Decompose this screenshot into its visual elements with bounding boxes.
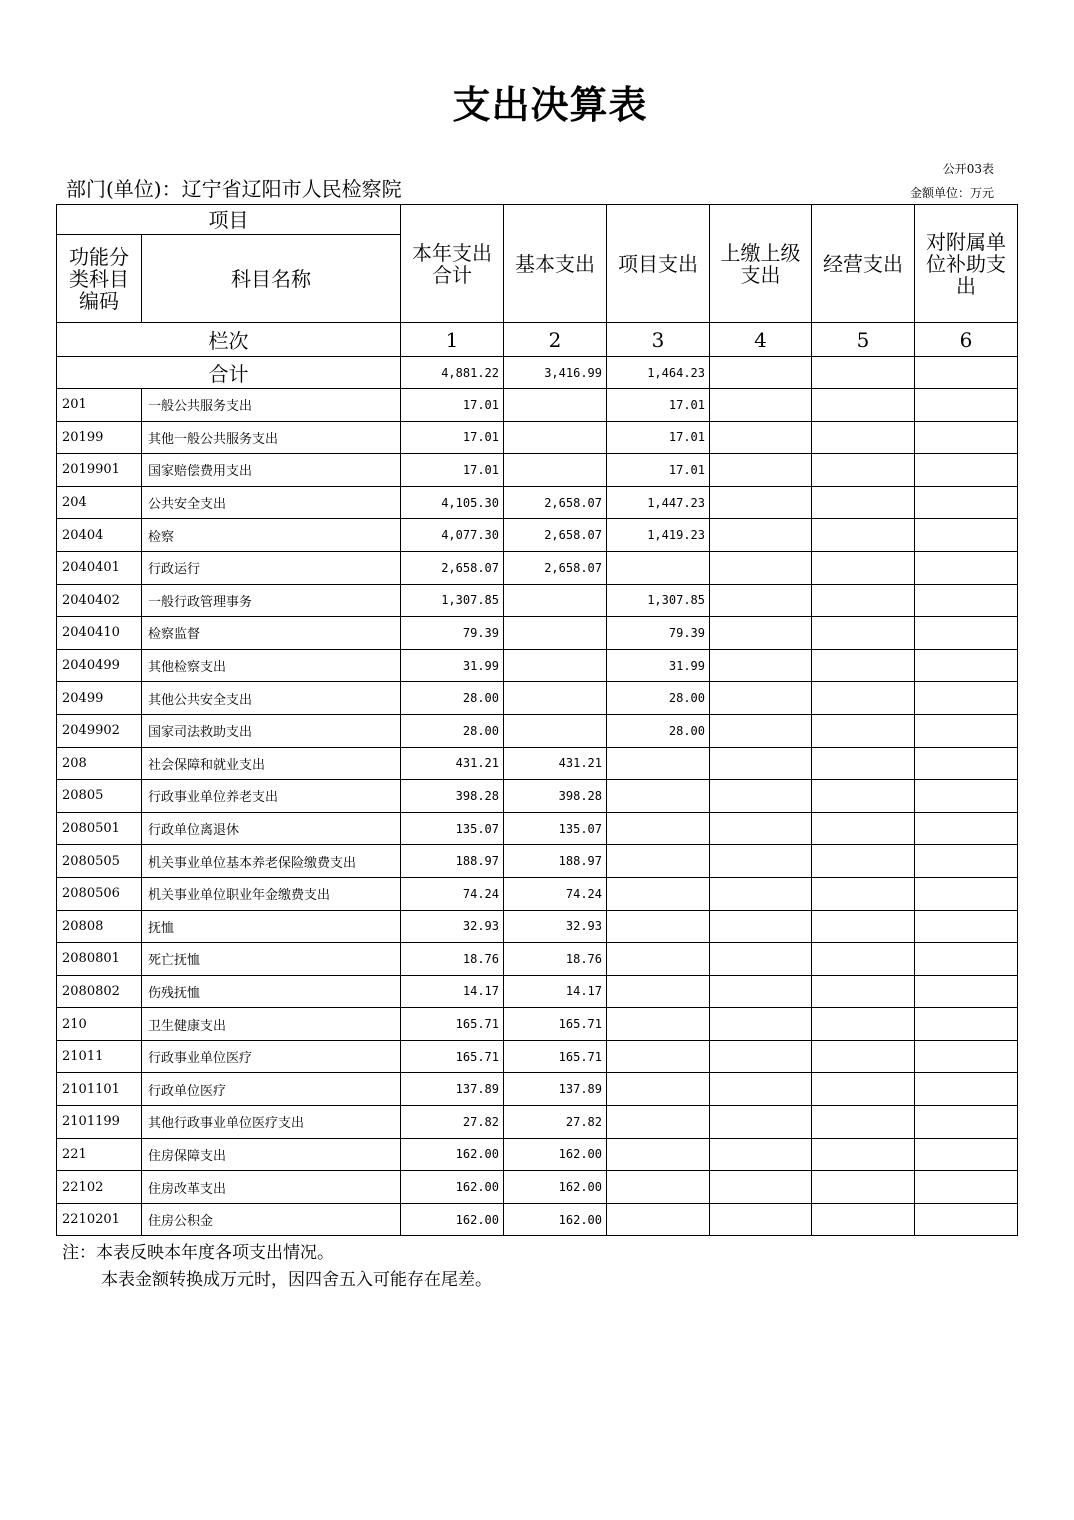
department-label: 部门(单位)：辽宁省辽阳市人民检察院 xyxy=(66,177,402,201)
operating-expenditure-cell xyxy=(812,551,915,584)
total-cell: 3,416.99 xyxy=(504,357,607,389)
subject-code-cell: 210 xyxy=(57,1008,142,1041)
basic-expenditure-cell xyxy=(504,714,607,747)
total-expenditure-cell: 137.89 xyxy=(401,1073,504,1106)
remit-superior-cell xyxy=(710,389,812,422)
header-item: 项目 xyxy=(57,205,401,235)
subject-name-cell: 住房公积金 xyxy=(142,1203,401,1236)
total-expenditure-cell: 14.17 xyxy=(401,975,504,1008)
operating-expenditure-cell xyxy=(812,910,915,943)
subject-code-cell: 221 xyxy=(57,1138,142,1171)
operating-expenditure-cell xyxy=(812,617,915,650)
operating-expenditure-cell xyxy=(812,1171,915,1204)
operating-expenditure-cell xyxy=(812,1138,915,1171)
project-expenditure-cell xyxy=(607,780,710,813)
subsidy-cell xyxy=(915,682,1018,715)
total-label: 合计 xyxy=(57,357,401,389)
header-subject-name: 科目名称 xyxy=(142,235,401,323)
subject-code-cell: 2080505 xyxy=(57,845,142,878)
table-row xyxy=(57,910,1018,943)
basic-expenditure-cell: 2,658.07 xyxy=(504,486,607,519)
total-expenditure-cell: 162.00 xyxy=(401,1203,504,1236)
operating-expenditure-cell xyxy=(812,845,915,878)
operating-expenditure-cell xyxy=(812,975,915,1008)
table-row xyxy=(57,780,1018,813)
project-expenditure-cell xyxy=(607,812,710,845)
header-func-code: 功能分类科目编码 xyxy=(57,235,142,323)
project-expenditure-cell xyxy=(607,1073,710,1106)
table-row xyxy=(57,747,1018,780)
remit-superior-cell xyxy=(710,1203,812,1236)
project-expenditure-cell xyxy=(607,1106,710,1139)
total-cell xyxy=(812,357,915,389)
subject-code-cell: 2101199 xyxy=(57,1106,142,1139)
subject-name-cell: 其他一般公共服务支出 xyxy=(142,421,401,454)
table-row xyxy=(57,1171,1018,1204)
basic-expenditure-cell xyxy=(504,454,607,487)
subject-code-cell: 2080802 xyxy=(57,975,142,1008)
project-expenditure-cell: 1,307.85 xyxy=(607,584,710,617)
subject-name-cell: 其他行政事业单位医疗支出 xyxy=(142,1106,401,1139)
operating-expenditure-cell xyxy=(812,682,915,715)
total-cell: 1,464.23 xyxy=(607,357,710,389)
table-row xyxy=(57,877,1018,910)
subject-name-cell: 死亡抚恤 xyxy=(142,943,401,976)
subject-name-cell: 伤残抚恤 xyxy=(142,975,401,1008)
basic-expenditure-cell: 2,658.07 xyxy=(504,519,607,552)
subject-name-cell: 其他检察支出 xyxy=(142,649,401,682)
column-number: 5 xyxy=(812,323,915,357)
basic-expenditure-cell xyxy=(504,389,607,422)
operating-expenditure-cell xyxy=(812,812,915,845)
subject-name-cell: 其他公共安全支出 xyxy=(142,682,401,715)
project-expenditure-cell: 79.39 xyxy=(607,617,710,650)
total-expenditure-cell: 2,658.07 xyxy=(401,551,504,584)
table-row xyxy=(57,454,1018,487)
remit-superior-cell xyxy=(710,910,812,943)
header-remit-superior: 上缴上级支出 xyxy=(710,205,812,323)
header-subsidy-subsidiary: 对附属单位补助支出 xyxy=(915,205,1018,323)
subsidy-cell xyxy=(915,421,1018,454)
remit-superior-cell xyxy=(710,1171,812,1204)
basic-expenditure-cell: 137.89 xyxy=(504,1073,607,1106)
subject-name-cell: 机关事业单位基本养老保险缴费支出 xyxy=(142,845,401,878)
subject-code-cell: 22102 xyxy=(57,1171,142,1204)
subject-name-cell: 行政事业单位医疗 xyxy=(142,1040,401,1073)
column-number: 4 xyxy=(710,323,812,357)
basic-expenditure-cell: 162.00 xyxy=(504,1138,607,1171)
project-expenditure-cell xyxy=(607,1171,710,1204)
total-expenditure-cell: 79.39 xyxy=(401,617,504,650)
total-expenditure-cell: 431.21 xyxy=(401,747,504,780)
subsidy-cell xyxy=(915,551,1018,584)
operating-expenditure-cell xyxy=(812,714,915,747)
table-row xyxy=(57,519,1018,552)
table-row xyxy=(57,486,1018,519)
project-expenditure-cell xyxy=(607,551,710,584)
project-expenditure-cell xyxy=(607,975,710,1008)
expenditure-table xyxy=(56,204,1018,1236)
subsidy-cell xyxy=(915,454,1018,487)
remit-superior-cell xyxy=(710,747,812,780)
remit-superior-cell xyxy=(710,1073,812,1106)
subsidy-cell xyxy=(915,877,1018,910)
subject-code-cell: 20805 xyxy=(57,780,142,813)
subject-code-cell: 2080801 xyxy=(57,943,142,976)
basic-expenditure-cell: 431.21 xyxy=(504,747,607,780)
basic-expenditure-cell: 398.28 xyxy=(504,780,607,813)
basic-expenditure-cell: 162.00 xyxy=(504,1171,607,1204)
header-operating-expenditure: 经营支出 xyxy=(812,205,915,323)
total-expenditure-cell: 17.01 xyxy=(401,454,504,487)
table-row xyxy=(57,421,1018,454)
subsidy-cell xyxy=(915,584,1018,617)
operating-expenditure-cell xyxy=(812,1073,915,1106)
project-expenditure-cell: 17.01 xyxy=(607,454,710,487)
subsidy-cell xyxy=(915,1171,1018,1204)
amount-unit: 金额单位：万元 xyxy=(909,186,994,200)
page-title: 支出决算表 xyxy=(452,82,648,127)
remit-superior-cell xyxy=(710,682,812,715)
project-expenditure-cell: 1,419.23 xyxy=(607,519,710,552)
basic-expenditure-cell xyxy=(504,617,607,650)
total-expenditure-cell: 31.99 xyxy=(401,649,504,682)
project-expenditure-cell xyxy=(607,943,710,976)
subsidy-cell xyxy=(915,617,1018,650)
subject-name-cell: 机关事业单位职业年金缴费支出 xyxy=(142,877,401,910)
operating-expenditure-cell xyxy=(812,389,915,422)
remit-superior-cell xyxy=(710,877,812,910)
subject-code-cell: 2040499 xyxy=(57,649,142,682)
project-expenditure-cell xyxy=(607,1040,710,1073)
subject-code-cell: 2080501 xyxy=(57,812,142,845)
table-row xyxy=(57,551,1018,584)
total-expenditure-cell: 28.00 xyxy=(401,682,504,715)
total-expenditure-cell: 162.00 xyxy=(401,1138,504,1171)
table-row xyxy=(57,1106,1018,1139)
basic-expenditure-cell: 162.00 xyxy=(504,1203,607,1236)
project-expenditure-cell xyxy=(607,747,710,780)
form-code: 公开03表 xyxy=(942,162,994,176)
basic-expenditure-cell: 135.07 xyxy=(504,812,607,845)
operating-expenditure-cell xyxy=(812,1008,915,1041)
project-expenditure-cell: 28.00 xyxy=(607,682,710,715)
subsidy-cell xyxy=(915,780,1018,813)
project-expenditure-cell: 28.00 xyxy=(607,714,710,747)
table-row xyxy=(57,617,1018,650)
operating-expenditure-cell xyxy=(812,649,915,682)
total-expenditure-cell: 32.93 xyxy=(401,910,504,943)
header-total-expenditure: 本年支出合计 xyxy=(401,205,504,323)
basic-expenditure-cell: 165.71 xyxy=(504,1008,607,1041)
remit-superior-cell xyxy=(710,1008,812,1041)
table-row xyxy=(57,714,1018,747)
remit-superior-cell xyxy=(710,617,812,650)
table-row xyxy=(57,943,1018,976)
basic-expenditure-cell: 188.97 xyxy=(504,845,607,878)
subject-code-cell: 2101101 xyxy=(57,1073,142,1106)
total-cell xyxy=(915,357,1018,389)
remit-superior-cell xyxy=(710,486,812,519)
subject-code-cell: 20499 xyxy=(57,682,142,715)
remit-superior-cell xyxy=(710,1040,812,1073)
subject-code-cell: 21011 xyxy=(57,1040,142,1073)
remit-superior-cell xyxy=(710,975,812,1008)
project-expenditure-cell xyxy=(607,845,710,878)
basic-expenditure-cell: 2,658.07 xyxy=(504,551,607,584)
subsidy-cell xyxy=(915,975,1018,1008)
subject-name-cell: 住房保障支出 xyxy=(142,1138,401,1171)
subsidy-cell xyxy=(915,812,1018,845)
table-row xyxy=(57,682,1018,715)
table-row xyxy=(57,812,1018,845)
total-row xyxy=(57,357,1018,389)
subject-name-cell: 社会保障和就业支出 xyxy=(142,747,401,780)
basic-expenditure-cell: 27.82 xyxy=(504,1106,607,1139)
basic-expenditure-cell xyxy=(504,682,607,715)
operating-expenditure-cell xyxy=(812,1040,915,1073)
subject-name-cell: 检察监督 xyxy=(142,617,401,650)
subject-code-cell: 201 xyxy=(57,389,142,422)
total-cell xyxy=(710,357,812,389)
project-expenditure-cell xyxy=(607,1008,710,1041)
project-expenditure-cell xyxy=(607,877,710,910)
subject-code-cell: 208 xyxy=(57,747,142,780)
subsidy-cell xyxy=(915,519,1018,552)
subject-name-cell: 公共安全支出 xyxy=(142,486,401,519)
note-line-2: 本表金额转换成万元时，因四舍五入可能存在尾差。 xyxy=(101,1270,492,1290)
project-expenditure-cell: 1,447.23 xyxy=(607,486,710,519)
total-expenditure-cell: 165.71 xyxy=(401,1040,504,1073)
project-expenditure-cell: 17.01 xyxy=(607,389,710,422)
column-number: 6 xyxy=(915,323,1018,357)
table-row xyxy=(57,1203,1018,1236)
subject-code-cell: 2049902 xyxy=(57,714,142,747)
total-expenditure-cell: 4,105.30 xyxy=(401,486,504,519)
project-expenditure-cell: 17.01 xyxy=(607,421,710,454)
remit-superior-cell xyxy=(710,1106,812,1139)
operating-expenditure-cell xyxy=(812,780,915,813)
remit-superior-cell xyxy=(710,780,812,813)
subject-code-cell: 2040402 xyxy=(57,584,142,617)
total-expenditure-cell: 18.76 xyxy=(401,943,504,976)
operating-expenditure-cell xyxy=(812,747,915,780)
subject-code-cell: 2210201 xyxy=(57,1203,142,1236)
subject-name-cell: 行政单位医疗 xyxy=(142,1073,401,1106)
basic-expenditure-cell: 14.17 xyxy=(504,975,607,1008)
remit-superior-cell xyxy=(710,649,812,682)
remit-superior-cell xyxy=(710,454,812,487)
subsidy-cell xyxy=(915,649,1018,682)
total-expenditure-cell: 1,307.85 xyxy=(401,584,504,617)
project-expenditure-cell xyxy=(607,910,710,943)
subsidy-cell xyxy=(915,1008,1018,1041)
total-expenditure-cell: 188.97 xyxy=(401,845,504,878)
operating-expenditure-cell xyxy=(812,519,915,552)
subsidy-cell xyxy=(915,714,1018,747)
subject-code-cell: 20404 xyxy=(57,519,142,552)
basic-expenditure-cell: 165.71 xyxy=(504,1040,607,1073)
remit-superior-cell xyxy=(710,584,812,617)
subject-name-cell: 一般公共服务支出 xyxy=(142,389,401,422)
total-expenditure-cell: 17.01 xyxy=(401,389,504,422)
subject-code-cell: 204 xyxy=(57,486,142,519)
total-expenditure-cell: 17.01 xyxy=(401,421,504,454)
basic-expenditure-cell: 32.93 xyxy=(504,910,607,943)
operating-expenditure-cell xyxy=(812,584,915,617)
note-line-1: 注：本表反映本年度各项支出情况。 xyxy=(62,1243,334,1263)
subsidy-cell xyxy=(915,1073,1018,1106)
column-number: 3 xyxy=(607,323,710,357)
header-project-expenditure: 项目支出 xyxy=(607,205,710,323)
project-expenditure-cell xyxy=(607,1203,710,1236)
subject-name-cell: 行政单位离退休 xyxy=(142,812,401,845)
subsidy-cell xyxy=(915,486,1018,519)
operating-expenditure-cell xyxy=(812,454,915,487)
operating-expenditure-cell xyxy=(812,1106,915,1139)
operating-expenditure-cell xyxy=(812,486,915,519)
subject-name-cell: 检察 xyxy=(142,519,401,552)
table-row xyxy=(57,1073,1018,1106)
row-label-column-no: 栏次 xyxy=(57,323,401,357)
table-row xyxy=(57,389,1018,422)
subsidy-cell xyxy=(915,910,1018,943)
subject-code-cell: 2019901 xyxy=(57,454,142,487)
column-number: 2 xyxy=(504,323,607,357)
remit-superior-cell xyxy=(710,421,812,454)
table-row xyxy=(57,1008,1018,1041)
table-row xyxy=(57,1138,1018,1171)
project-expenditure-cell xyxy=(607,1138,710,1171)
column-number: 1 xyxy=(401,323,504,357)
subject-code-cell: 2040410 xyxy=(57,617,142,650)
remit-superior-cell xyxy=(710,1138,812,1171)
total-expenditure-cell: 27.82 xyxy=(401,1106,504,1139)
operating-expenditure-cell xyxy=(812,943,915,976)
total-expenditure-cell: 74.24 xyxy=(401,877,504,910)
table-row xyxy=(57,649,1018,682)
table-row xyxy=(57,845,1018,878)
operating-expenditure-cell xyxy=(812,421,915,454)
remit-superior-cell xyxy=(710,519,812,552)
subsidy-cell xyxy=(915,1203,1018,1236)
total-expenditure-cell: 398.28 xyxy=(401,780,504,813)
subsidy-cell xyxy=(915,389,1018,422)
basic-expenditure-cell: 18.76 xyxy=(504,943,607,976)
subject-code-cell: 2040401 xyxy=(57,551,142,584)
subject-name-cell: 一般行政管理事务 xyxy=(142,584,401,617)
subject-code-cell: 20199 xyxy=(57,421,142,454)
basic-expenditure-cell xyxy=(504,584,607,617)
operating-expenditure-cell xyxy=(812,1203,915,1236)
total-expenditure-cell: 28.00 xyxy=(401,714,504,747)
total-expenditure-cell: 162.00 xyxy=(401,1171,504,1204)
basic-expenditure-cell xyxy=(504,649,607,682)
subsidy-cell xyxy=(915,1138,1018,1171)
table-row xyxy=(57,1040,1018,1073)
subsidy-cell xyxy=(915,845,1018,878)
basic-expenditure-cell xyxy=(504,421,607,454)
subject-name-cell: 抚恤 xyxy=(142,910,401,943)
remit-superior-cell xyxy=(710,845,812,878)
table-row xyxy=(57,975,1018,1008)
subject-name-cell: 行政运行 xyxy=(142,551,401,584)
subject-code-cell: 2080506 xyxy=(57,877,142,910)
subsidy-cell xyxy=(915,747,1018,780)
remit-superior-cell xyxy=(710,943,812,976)
subject-code-cell: 20808 xyxy=(57,910,142,943)
subsidy-cell xyxy=(915,943,1018,976)
operating-expenditure-cell xyxy=(812,877,915,910)
subject-name-cell: 住房改革支出 xyxy=(142,1171,401,1204)
total-expenditure-cell: 165.71 xyxy=(401,1008,504,1041)
subject-name-cell: 行政事业单位养老支出 xyxy=(142,780,401,813)
remit-superior-cell xyxy=(710,714,812,747)
remit-superior-cell xyxy=(710,812,812,845)
total-cell: 4,881.22 xyxy=(401,357,504,389)
subject-name-cell: 国家赔偿费用支出 xyxy=(142,454,401,487)
total-expenditure-cell: 4,077.30 xyxy=(401,519,504,552)
header-basic-expenditure: 基本支出 xyxy=(504,205,607,323)
subject-name-cell: 卫生健康支出 xyxy=(142,1008,401,1041)
project-expenditure-cell: 31.99 xyxy=(607,649,710,682)
total-expenditure-cell: 135.07 xyxy=(401,812,504,845)
basic-expenditure-cell: 74.24 xyxy=(504,877,607,910)
remit-superior-cell xyxy=(710,551,812,584)
table-row xyxy=(57,584,1018,617)
subject-name-cell: 国家司法救助支出 xyxy=(142,714,401,747)
subsidy-cell xyxy=(915,1040,1018,1073)
subsidy-cell xyxy=(915,1106,1018,1139)
